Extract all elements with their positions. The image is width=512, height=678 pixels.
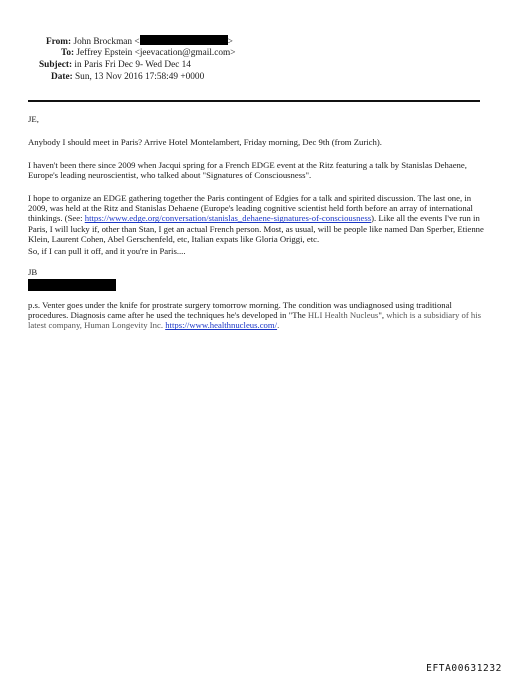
postscript-text-a: p.s. Venter goes under the knife for prostrate surgery tomorrow morning. The condition was undiagnosed using traditional procedures. Diagnosis came after he used the techniques he's developed in "The — [28, 300, 452, 321]
signature — [28, 267, 490, 277]
edge-conversation-link[interactable]: https://www.edge.org/conversation/stanislas_dehaene-signatures-of-consciousness — [84, 213, 372, 224]
from-close: > — [227, 37, 233, 47]
paragraph-3 — [28, 193, 490, 244]
date-line — [51, 71, 204, 83]
email-body — [28, 114, 490, 124]
postscript-end: . — [277, 320, 280, 331]
postscript-text-b: ", — [378, 310, 387, 321]
signature-redaction-box — [28, 279, 116, 291]
date-label: Date: — [51, 72, 73, 82]
to-value: Jeffrey Epstein <jeevacation@gmail.com> — [76, 48, 236, 58]
hli-health-nucleus-text: HLI Health Nucleus — [307, 310, 379, 321]
postscript — [28, 300, 490, 331]
document-id: EFTA00631232 — [426, 663, 502, 674]
date-value: Sun, 13 Nov 2016 17:58:49 +0000 — [75, 72, 205, 82]
subject-value: in Paris Fri Dec 9- Wed Dec 14 — [74, 60, 191, 70]
paragraph-2 — [28, 160, 490, 180]
from-label: From: — [46, 37, 72, 47]
to-line — [61, 47, 235, 59]
signature-text: JB — [28, 267, 38, 277]
paragraph-3-text-b: ). Like all the events I've run in Paris, I will lucky if, other than Stan, I get an actual French person. Most, as usual, will be people like named Dan Sperber, Etienne Klein, Laurent Cohen, Abel Gerschenfeld, etc, Italian expats like Gloria Origgi, etc. — [28, 213, 484, 244]
paragraph-1-text: Anybody I should meet in Paris? Arrive Hotel Montelambert, Friday morning, Dec 9th (from Zurich). — [28, 137, 382, 147]
paragraph-1 — [28, 137, 490, 147]
to-label: To: — [61, 48, 75, 58]
healthnucleus-link[interactable]: https://www.healthnucleus.com/ — [165, 320, 278, 331]
paragraph-3-text-a: I hope to organize an EDGE gathering together the Paris contingent of Edgies for a talk and spirited discussion. The last one, in 2009, was held at the Ritz and Stanislas Dehaene (Europe's leading cognitive scientist held forth before an array of international thinkings. (See: — [28, 193, 473, 224]
paragraph-4-text: So, if I can pull it off, and it you're in Paris.... — [28, 246, 186, 256]
paragraph-2-text: I haven't been there since 2009 when Jacqui spring for a French EDGE event at the Ritz featuring a talk by Stanislas Dehaene, Europe's leading neuroscientist, who talked about "Signatures of Consciousness". — [28, 160, 467, 181]
subject-line — [39, 59, 191, 71]
redaction-box — [140, 35, 228, 45]
greeting: JE, — [28, 114, 39, 124]
paragraph-4 — [28, 246, 490, 256]
header-divider — [28, 100, 480, 102]
from-name: John Brockman < — [73, 37, 140, 47]
postscript-subsidiary-text: which is a subsidiary of his latest company, Human Longevity Inc. — [28, 310, 482, 331]
subject-label: Subject: — [39, 60, 73, 70]
